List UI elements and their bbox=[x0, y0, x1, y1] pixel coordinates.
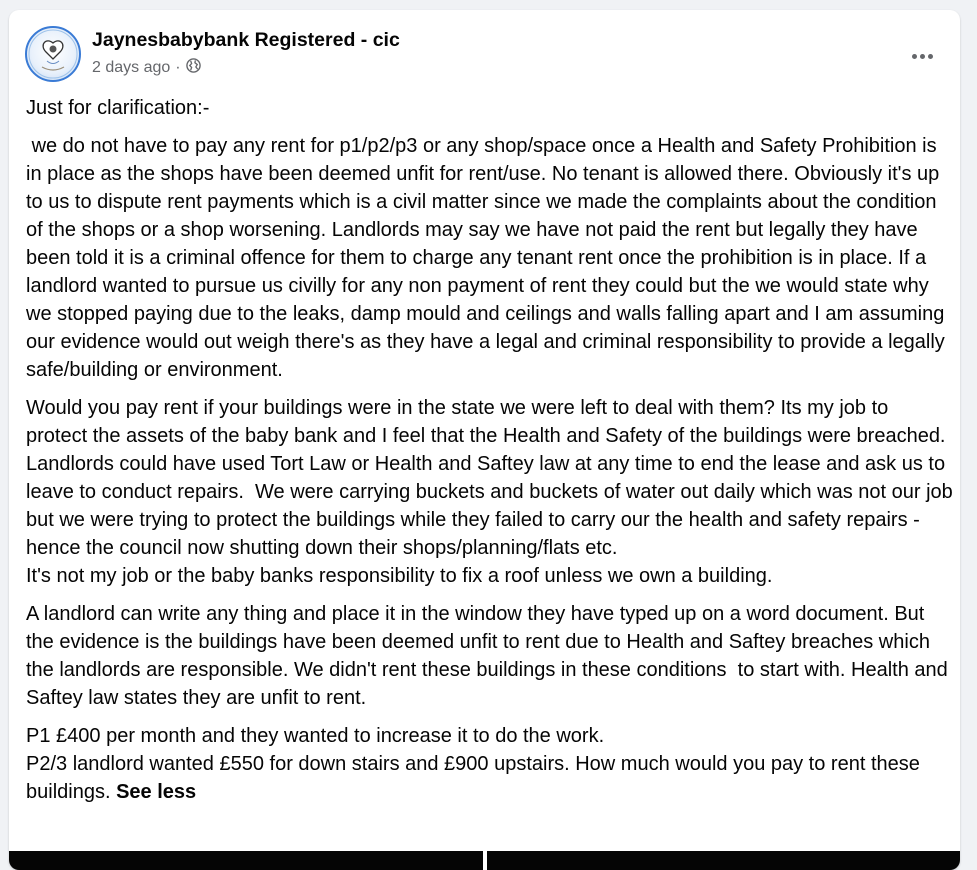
globe-icon bbox=[186, 58, 201, 78]
post-author[interactable]: Jaynesbabybank Registered - cic bbox=[92, 29, 400, 51]
post-meta bbox=[92, 58, 201, 78]
media-preview-strip[interactable] bbox=[9, 851, 960, 870]
media-thumbnail-left[interactable] bbox=[9, 851, 483, 870]
media-thumbnail-right[interactable] bbox=[487, 851, 961, 870]
more-options-icon[interactable] bbox=[904, 38, 940, 74]
meta-separator: · bbox=[175, 59, 181, 76]
post-time[interactable]: 2 days ago bbox=[92, 59, 171, 76]
post-paragraph-text: P1 £400 per month and they wanted to increase it to do the work. P2/3 landlord wanted £550 for down stairs and £900 upstairs. How much would you pay to rent these buildings. bbox=[26, 725, 920, 803]
post-paragraph: A landlord can write any thing and place it in the window they have typed up on a word document. But the evidence is the buildings have been deemed unfit to rent due to Health and Saftey breaches which the landlords are responsible. We didn't rent these buildings in these conditions to start with. Health and Saftey law states they are unfit to rent. bbox=[26, 603, 954, 709]
post-paragraph: Would you pay rent if your buildings were in the state we were left to deal with them? Its my job to protect the assets of the baby bank and I feel that the Health and Safety of the buildings were breached. Landlords could have used Tort Law or Health and Saftey law at any time to end the lease and ask us to leave to conduct repairs. We were carrying buckets and buckets of water out daily which was not our job but we were trying to protect the buildings while they failed to carry our the health and safety repairs - hence the council now shutting down their shops/planning/flats etc. It's not my job or the baby banks responsibility to fix a roof unless we own a building. bbox=[26, 397, 953, 587]
post-body bbox=[26, 94, 954, 816]
post-paragraph: we do not have to pay any rent for p1/p2/p3 or any shop/space once a Health and Safety Prohibition is in place as the shops have been deemed unfit for rent/use. No tenant is allowed there. Obviously it's up to us to dispute rent payments which is a civil matter since we made the complaints about the condition of the shops or a shop worsening. Landlords may say we have not paid the rent but legally they have been told it is a criminal offence for them to charge any tenant rent once the prohibition is in place. If a landlord wanted to pursue us civilly for any non payment of rent they could but the we would state why we stopped paying due to the leaks, damp mould and ceilings and walls falling apart and I am assuming our evidence would out weigh there's as they have a legal and criminal responsibility to provide a legally safe/building or environment. bbox=[26, 135, 951, 381]
post-paragraph: Just for clarification:- bbox=[26, 97, 210, 119]
avatar[interactable] bbox=[25, 26, 81, 82]
baby-bank-logo-icon bbox=[27, 28, 79, 80]
see-less-button[interactable]: See less bbox=[116, 781, 197, 803]
post-paragraph-last bbox=[26, 722, 954, 806]
post-card bbox=[9, 10, 960, 870]
post-header bbox=[25, 26, 944, 86]
